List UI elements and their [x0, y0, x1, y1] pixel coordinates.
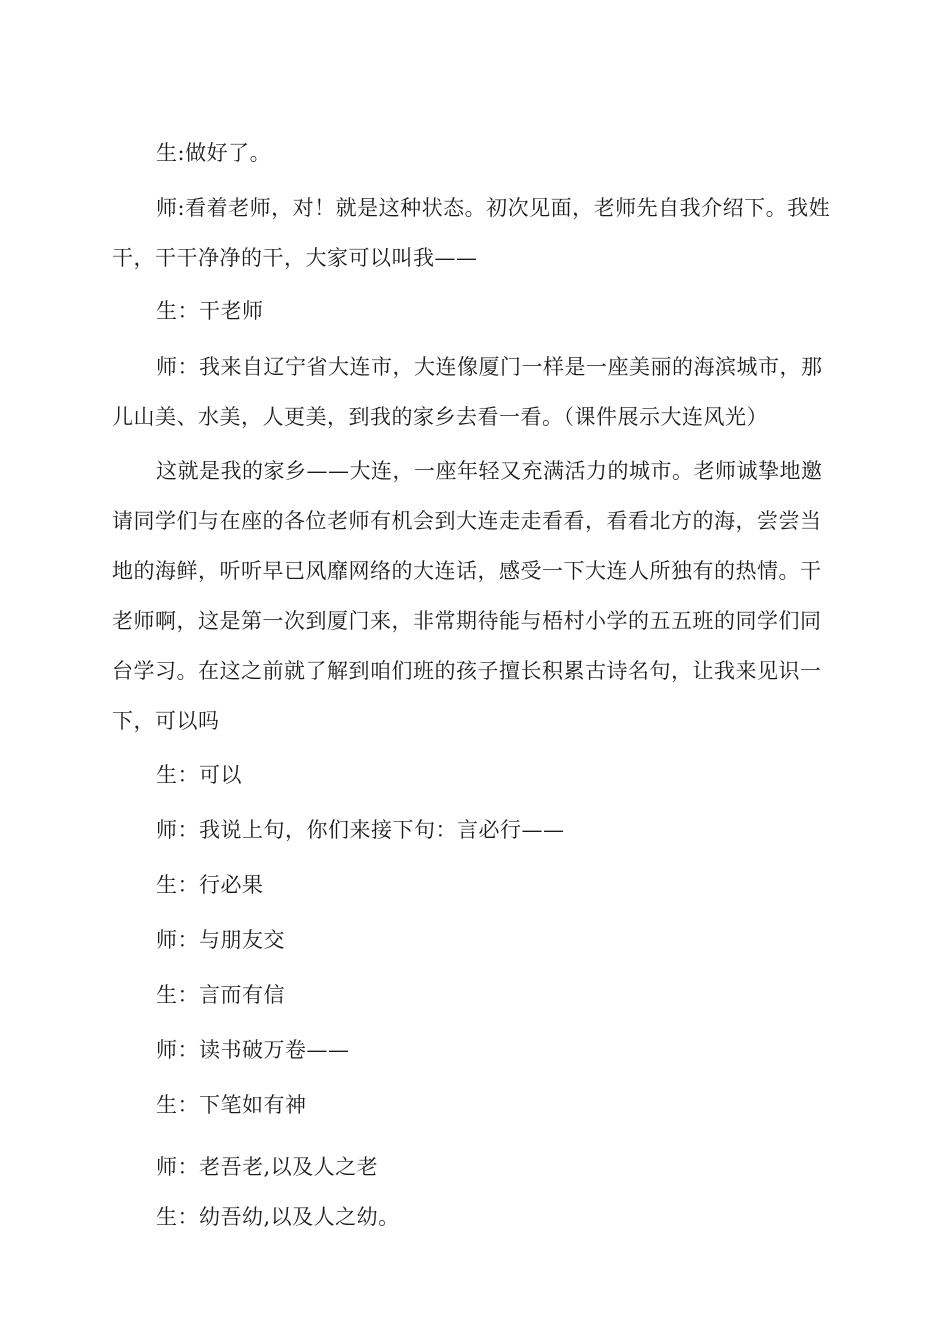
dialogue-teacher-quote-3: 师：读书破万卷——	[156, 1038, 350, 1062]
dialogue-student-6: 生：下笔如有神	[156, 1093, 307, 1117]
dialogue-student-5: 生：言而有信	[156, 983, 285, 1007]
dialogue-student-3: 生：可以	[156, 763, 242, 787]
dialogue-student-4: 生：行必果	[156, 873, 264, 897]
dialogue-teacher-quote-4: 师：老吾老,以及人之老	[156, 1155, 379, 1179]
dialogue-teacher-hometown: 师：我来自辽宁省大连市，大连像厦门一样是一座美丽的海滨城市，那儿山美、水美，人更美，到我的家乡去看一看。（课件展示大连风光）	[112, 355, 823, 429]
dialogue-student-2: 生：干老师	[156, 299, 264, 323]
paragraph-dalian-description: 这就是我的家乡——大连，一座年轻又充满活力的城市。老师诚挚地邀请同学们与在座的各位老师有机会到大连走走看看，看看北方的海，尝尝当地的海鲜，听听早已风靡网络的大连话，感受一下大连人所独有的热情。干老师啊，这是第一次到厦门来，非常期待能与梧村小学的五五班的同学们同台学习。在这之前就了解到咱们班的孩子擅长积累古诗名句，让我来见识一下，可以吗	[112, 459, 823, 733]
dialogue-student-1: 生:做好了。	[156, 141, 272, 165]
dialogue-teacher-quote-1: 师：我说上句，你们来接下句：言必行——	[156, 818, 565, 842]
dialogue-teacher-intro: 师:看着老师，对！就是这种状态。初次见面，老师先自我介绍下。我姓干，干干净净的干，大家可以叫我——	[112, 196, 831, 270]
dialogue-teacher-quote-2: 师：与朋友交	[156, 928, 285, 952]
dialogue-student-7: 生：幼吾幼,以及人之幼。	[156, 1205, 400, 1229]
